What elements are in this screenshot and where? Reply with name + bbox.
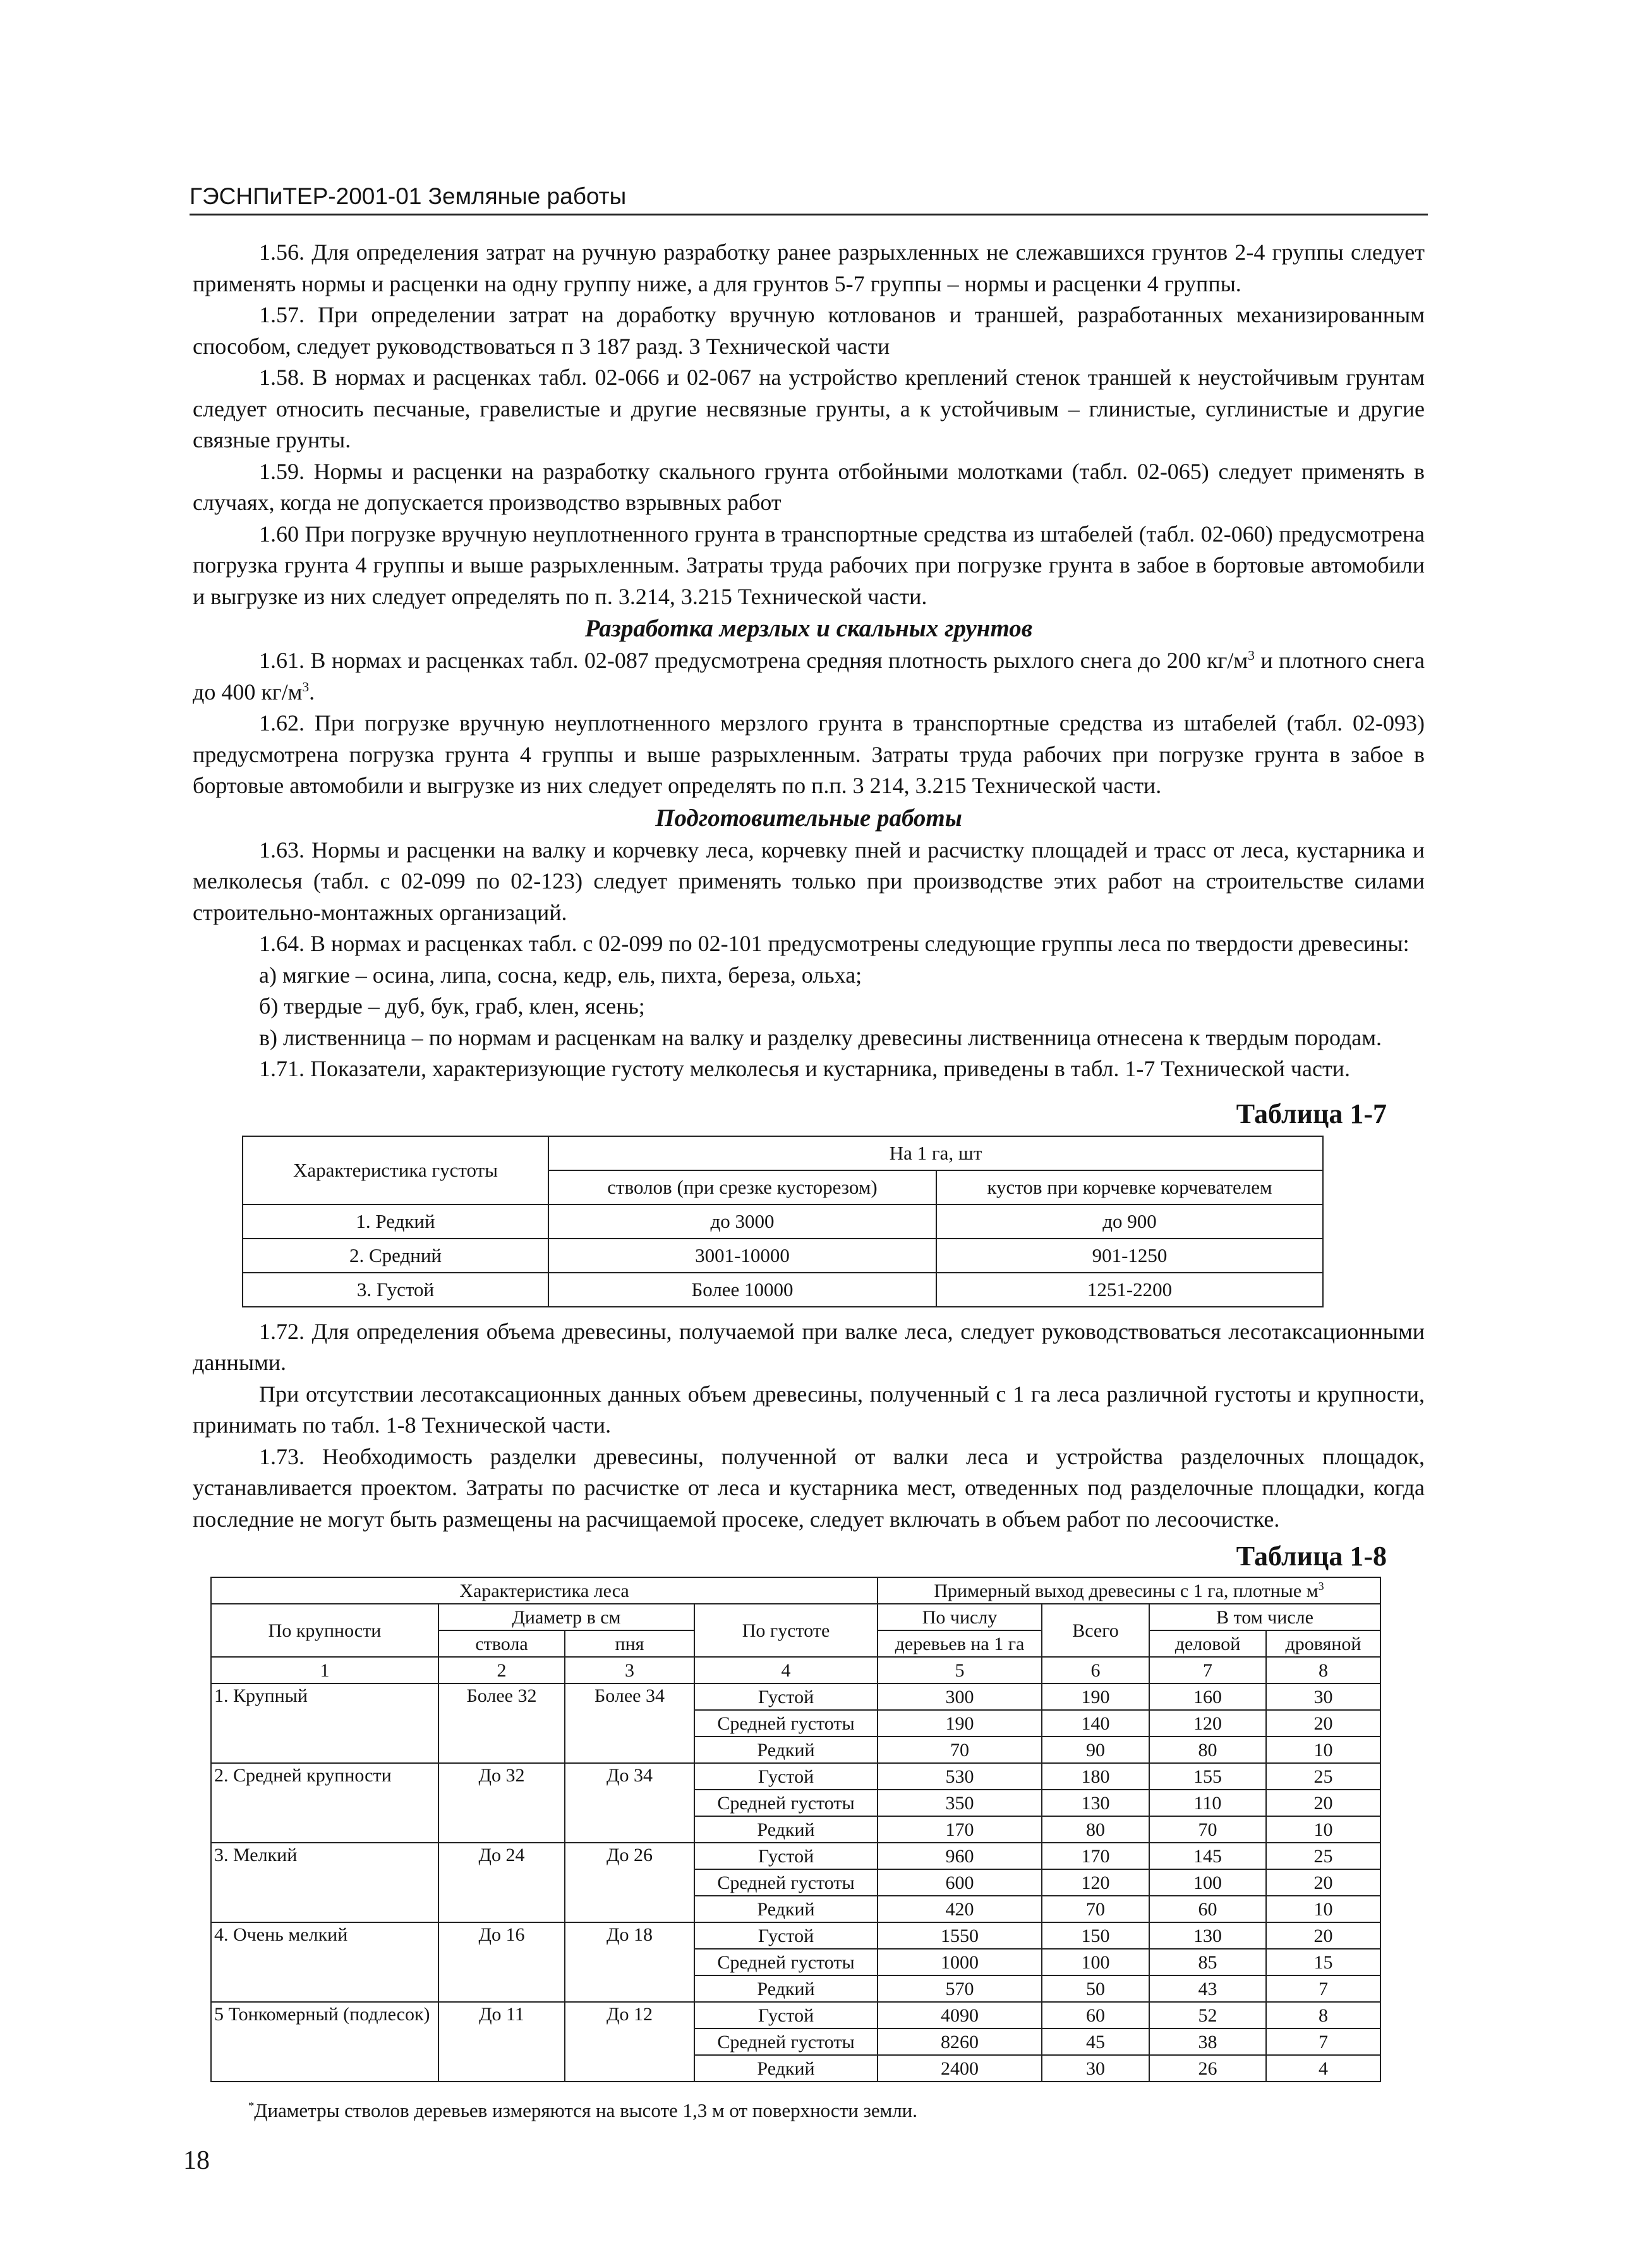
- p161-sup-2: 3: [302, 679, 310, 694]
- t8-cell-count: 8260: [878, 2028, 1042, 2055]
- t8-cell-business: 155: [1149, 1763, 1266, 1790]
- t8-cell-fire: 15: [1266, 1949, 1380, 1975]
- t8-cell-total: 120: [1042, 1869, 1149, 1896]
- t7-cell-name: 2. Средний: [243, 1239, 548, 1273]
- t8-header-business: деловой: [1149, 1630, 1266, 1657]
- t8-cell-count: 2400: [878, 2055, 1042, 2082]
- t8-cell-density: Редкий: [694, 2055, 878, 2082]
- t8-cell-size: 3. Мелкий: [211, 1843, 438, 1922]
- t8-header-yield-sup: 3: [1318, 1579, 1324, 1592]
- t8-cell-density: Средней густоты: [694, 1790, 878, 1816]
- t8-cell-count: 600: [878, 1869, 1042, 1896]
- t8-cell-business: 85: [1149, 1949, 1266, 1975]
- t8-cell-business: 80: [1149, 1737, 1266, 1763]
- t8-header-stump: пня: [565, 1630, 694, 1657]
- t8-cell-count: 960: [878, 1843, 1042, 1869]
- t8-cell-total: 90: [1042, 1737, 1149, 1763]
- section-heading-frozen-soils: Разработка мерзлых и скальных грунтов: [584, 615, 1033, 642]
- t8-cell-total: 30: [1042, 2055, 1149, 2082]
- page-content: [193, 237, 1425, 2126]
- t8-header-count: По числу: [878, 1604, 1042, 1630]
- t8-cell-business: 145: [1149, 1843, 1266, 1869]
- t8-cell-total: 45: [1042, 2028, 1149, 2055]
- t8-cell-count: 1000: [878, 1949, 1042, 1975]
- t8-col-number: 1: [211, 1657, 438, 1683]
- paragraph-1-59: 1.59. Нормы и расценки на разработку скального грунта отбойными молотками (табл. 02-065) следует применять в случаях, когда не допускается производство взрывных работ: [193, 458, 1425, 515]
- t8-cell-fire: 20: [1266, 1869, 1380, 1896]
- p161-sup-1: 3: [1248, 648, 1255, 663]
- t8-cell-stump: Более 34: [565, 1683, 694, 1763]
- t8-cell-count: 530: [878, 1763, 1042, 1790]
- t8-cell-density: Редкий: [694, 1975, 878, 2002]
- p161-part-a: 1.61. В нормах и расценках табл. 02-087 предусмотрена средняя плотность рыхлого снега до 200 кг/м: [259, 648, 1248, 673]
- list-item-larch: в) лиственница – по нормам и расценкам на валку и разделку древесины лиственница отнесена к твердым породам.: [259, 1024, 1382, 1050]
- t8-cell-count: 190: [878, 1710, 1042, 1737]
- t8-cell-business: 52: [1149, 2002, 1266, 2028]
- page-number: 18: [183, 2146, 210, 2175]
- t7-row: [243, 1273, 1323, 1307]
- t8-cell-density: Густой: [694, 1922, 878, 1949]
- t8-cell-density: Редкий: [694, 1737, 878, 1763]
- t8-cell-total: 100: [1042, 1949, 1149, 1975]
- t8-cell-count: 300: [878, 1683, 1042, 1710]
- t8-row: [211, 1683, 1380, 1710]
- t8-cell-stump: До 26: [565, 1843, 694, 1922]
- t8-row: [211, 1922, 1380, 1949]
- t8-cell-fire: 7: [1266, 1975, 1380, 2002]
- t8-col-number: 8: [1266, 1657, 1380, 1683]
- paragraph-1-72: 1.72. Для определения объема древесины, получаемой при валке леса, следует руководствоваться лесотаксационными данными.: [193, 1318, 1425, 1375]
- t8-cell-trunk: До 16: [438, 1922, 565, 2002]
- list-item-soft: а) мягкие – осина, липа, сосна, кедр, ель, пихта, береза, ольха;: [259, 962, 862, 988]
- t8-col-number: 4: [694, 1657, 878, 1683]
- t8-cell-trunk: Более 32: [438, 1683, 565, 1763]
- footnote-mark: *: [248, 2099, 255, 2113]
- paragraph-1-61: [193, 645, 1425, 708]
- t8-header-trees: деревьев на 1 га: [878, 1630, 1042, 1657]
- t7-row: [243, 1204, 1323, 1239]
- t8-col-number: 7: [1149, 1657, 1266, 1683]
- t8-col-number: 2: [438, 1657, 565, 1683]
- t8-cell-fire: 10: [1266, 1896, 1380, 1922]
- t8-cell-total: 80: [1042, 1816, 1149, 1843]
- t8-header-yield: [878, 1577, 1380, 1604]
- paragraph-1-63: 1.63. Нормы и расценки на валку и корчевку леса, корчевку пней и расчистку площадей и трасс от леса, кустарника и мелколесья (табл. с 02-099 по 02-123) следует применять только при производстве этих работ на строительстве силами строительно-монтажных организаций.: [193, 837, 1425, 925]
- table-1-7-caption: Таблица 1-7: [1236, 1098, 1387, 1129]
- footnote-text: Диаметры стволов деревьев измеряются на высоте 1,3 м от поверхности земли.: [254, 2099, 918, 2121]
- t8-cell-total: 170: [1042, 1843, 1149, 1869]
- table-1-7: [242, 1136, 1324, 1307]
- t8-cell-fire: 25: [1266, 1843, 1380, 1869]
- t8-cell-fire: 20: [1266, 1790, 1380, 1816]
- t8-cell-business: 130: [1149, 1922, 1266, 1949]
- page-header: ГЭСНПиТЕР-2001-01 Земляные работы: [190, 183, 1428, 215]
- t8-cell-fire: 10: [1266, 1816, 1380, 1843]
- t8-cell-business: 26: [1149, 2055, 1266, 2082]
- t8-cell-fire: 20: [1266, 1922, 1380, 1949]
- t7-cell-bushes: 1251-2200: [936, 1273, 1323, 1307]
- p161-part-c: .: [309, 679, 315, 705]
- t7-cell-trunks: Более 10000: [548, 1273, 936, 1307]
- t8-header-total: Всего: [1042, 1604, 1149, 1657]
- t8-cell-business: 110: [1149, 1790, 1266, 1816]
- t8-cell-fire: 10: [1266, 1737, 1380, 1763]
- t7-cell-name: 3. Густой: [243, 1273, 548, 1307]
- t8-header-fire: дровяной: [1266, 1630, 1380, 1657]
- t7-cell-trunks: до 3000: [548, 1204, 936, 1239]
- t8-col-numbers: [211, 1657, 1380, 1683]
- t8-cell-business: 120: [1149, 1710, 1266, 1737]
- paragraph-1-73: 1.73. Необходимость разделки древесины, полученной от валки леса и устройства разделочных площадок, устанавливается проектом. Затраты по расчистке от леса и кустарника мест, отведенных под разделочные площадки, когда последние не могут быть размещены на расчищаемой просеке, следует включать в объем работ по лесоочистке.: [193, 1443, 1425, 1532]
- t7-cell-bushes: до 900: [936, 1204, 1323, 1239]
- paragraph-1-72b: При отсутствии лесотаксационных данных объем древесины, полученный с 1 га леса различной густоты и крупности, принимать по табл. 1-8 Технической части.: [193, 1381, 1425, 1438]
- t8-cell-business: 160: [1149, 1683, 1266, 1710]
- paragraph-1-56: 1.56. Для определения затрат на ручную разработку ранее разрыхленных не слежавшихся грунтов 2-4 группы следует применять нормы и расценки на одну группу ниже, а для грунтов 5-7 группы – нормы и расценки 4 группы.: [193, 240, 1425, 296]
- footnote: [248, 2095, 1425, 2126]
- t8-cell-size: 4. Очень мелкий: [211, 1922, 438, 2002]
- t8-cell-total: 130: [1042, 1790, 1149, 1816]
- t8-cell-trunk: До 24: [438, 1843, 565, 1922]
- t8-cell-density: Средней густоты: [694, 1949, 878, 1975]
- t8-cell-fire: 25: [1266, 1763, 1380, 1790]
- t8-col-number: 6: [1042, 1657, 1149, 1683]
- t7-row: [243, 1239, 1323, 1273]
- paragraph-1-60: 1.60 При погрузке вручную неуплотненного грунта в транспортные средства из штабелей (табл. 02-060) предусмотрена погрузка грунта 4 группы и выше разрыхленным. Затраты труда рабочих при погрузке грунта в забое в бортовые автомобили и выгрузке из них следует определять по п. 3.214, 3.215 Технической части.: [193, 521, 1425, 609]
- t8-col-number: 3: [565, 1657, 694, 1683]
- t8-header-diam: Диаметр в см: [438, 1604, 694, 1630]
- t8-row: [211, 2002, 1380, 2028]
- t8-cell-count: 350: [878, 1790, 1042, 1816]
- t8-cell-count: 570: [878, 1975, 1042, 2002]
- t7-header-char: Характеристика густоты: [243, 1136, 548, 1204]
- t8-cell-stump: До 18: [565, 1922, 694, 2002]
- t8-cell-trunk: До 11: [438, 2002, 565, 2082]
- t8-cell-business: 70: [1149, 1816, 1266, 1843]
- section-heading-preparatory: Подготовительные работы: [655, 804, 962, 832]
- t8-cell-total: 190: [1042, 1683, 1149, 1710]
- t8-cell-count: 4090: [878, 2002, 1042, 2028]
- t8-cell-density: Редкий: [694, 1816, 878, 1843]
- t8-cell-density: Густой: [694, 1843, 878, 1869]
- t8-cell-business: 60: [1149, 1896, 1266, 1922]
- paragraph-1-58: 1.58. В нормах и расценках табл. 02-066 и 02-067 на устройство креплений стенок траншей к неустойчивым грунтам следует относить песчаные, гравелистые и другие несвязные грунты, а к устойчивым – глинистые, суглинистые и другие связные грунты.: [193, 365, 1425, 452]
- t8-cell-trunk: До 32: [438, 1763, 565, 1843]
- t8-header-yield-text: Примерный выход древесины с 1 га, плотные м: [934, 1580, 1319, 1601]
- t8-cell-total: 140: [1042, 1710, 1149, 1737]
- t8-header-density: По густоте: [694, 1604, 878, 1657]
- t7-cell-bushes: 901-1250: [936, 1239, 1323, 1273]
- t7-cell-trunks: 3001-10000: [548, 1239, 936, 1273]
- t8-cell-fire: 7: [1266, 2028, 1380, 2055]
- t8-cell-size: 5 Тонкомерный (подлесок): [211, 2002, 438, 2082]
- t8-header-forest: Характеристика леса: [211, 1577, 878, 1604]
- t8-cell-fire: 8: [1266, 2002, 1380, 2028]
- paragraph-1-62: 1.62. При погрузке вручную неуплотненного мерзлого грунта в транспортные средства из штабелей (табл. 02-093) предусмотрена погрузка грунта 4 группы и выше разрыхленным. Затраты труда рабочих при погрузке грунта в забое в бортовые автомобили и выгрузке из них следует определять по п.п. 3 214, 3.215 Технической части.: [193, 710, 1425, 798]
- paragraph-1-64: 1.64. В нормах и расценках табл. с 02-099 по 02-101 предусмотрены следующие группы леса по твердости древесины:: [259, 931, 1410, 956]
- t8-cell-count: 170: [878, 1816, 1042, 1843]
- paragraph-1-57: 1.57. При определении затрат на доработку вручную котлованов и траншей, разработанных механизированным способом, следует руководствоваться п 3 187 разд. 3 Технической части: [193, 302, 1425, 359]
- t8-col-number: 5: [878, 1657, 1042, 1683]
- t8-cell-density: Редкий: [694, 1896, 878, 1922]
- t8-cell-total: 70: [1042, 1896, 1149, 1922]
- t8-header-trunk: ствола: [438, 1630, 565, 1657]
- t8-cell-business: 43: [1149, 1975, 1266, 2002]
- t8-cell-fire: 4: [1266, 2055, 1380, 2082]
- t8-cell-count: 420: [878, 1896, 1042, 1922]
- t8-cell-business: 100: [1149, 1869, 1266, 1896]
- t8-cell-size: 1. Крупный: [211, 1683, 438, 1763]
- t8-cell-density: Густой: [694, 2002, 878, 2028]
- list-item-hard: б) твердые – дуб, бук, граб, клен, ясень;: [259, 993, 645, 1019]
- p161-part-b: и плотного снега до 400 кг/м: [193, 648, 1425, 705]
- t7-header-per-ha: На 1 га, шт: [548, 1136, 1323, 1170]
- t7-header-bushes: кустов при корчевке корчевателем: [936, 1170, 1323, 1204]
- t8-cell-fire: 30: [1266, 1683, 1380, 1710]
- t8-cell-count: 70: [878, 1737, 1042, 1763]
- paragraph-1-71: 1.71. Показатели, характеризующие густоту мелколесья и кустарника, приведены в табл. 1-7 Технической части.: [259, 1056, 1350, 1081]
- t8-row: [211, 1763, 1380, 1790]
- t8-cell-density: Средней густоты: [694, 1710, 878, 1737]
- t7-header-trunks: стволов (при срезке кусторезом): [548, 1170, 936, 1204]
- t8-cell-stump: До 12: [565, 2002, 694, 2082]
- t8-cell-count: 1550: [878, 1922, 1042, 1949]
- t8-cell-size: 2. Средней крупности: [211, 1763, 438, 1843]
- t8-cell-stump: До 34: [565, 1763, 694, 1843]
- t8-header-size: По крупности: [211, 1604, 438, 1657]
- table-1-8: [210, 1577, 1381, 2082]
- t8-header-incl: В том числе: [1149, 1604, 1380, 1630]
- t8-cell-density: Средней густоты: [694, 2028, 878, 2055]
- t8-cell-density: Густой: [694, 1763, 878, 1790]
- table-1-8-caption: Таблица 1-8: [1236, 1541, 1387, 1572]
- t8-cell-total: 60: [1042, 2002, 1149, 2028]
- t8-cell-business: 38: [1149, 2028, 1266, 2055]
- t8-cell-total: 50: [1042, 1975, 1149, 2002]
- t8-cell-fire: 20: [1266, 1710, 1380, 1737]
- t8-row: [211, 1843, 1380, 1869]
- t7-cell-name: 1. Редкий: [243, 1204, 548, 1239]
- t8-cell-total: 180: [1042, 1763, 1149, 1790]
- t8-cell-total: 150: [1042, 1922, 1149, 1949]
- t8-cell-density: Средней густоты: [694, 1869, 878, 1896]
- t8-cell-density: Густой: [694, 1683, 878, 1710]
